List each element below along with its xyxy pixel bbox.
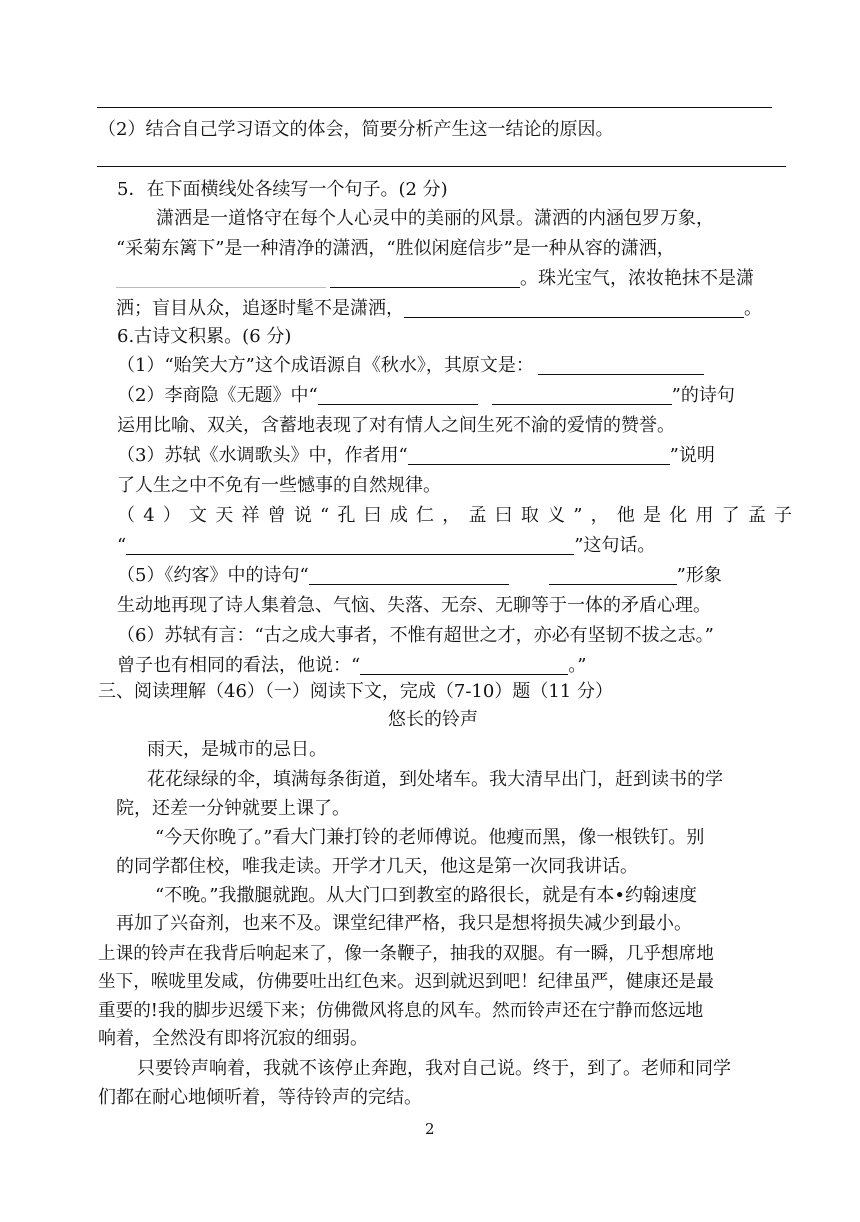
q6-title: 6.古诗文积累。(6 分) [117, 326, 292, 347]
passage-line: 们都在耐心地倾听着，等待铃声的完结。 [98, 1087, 422, 1108]
q6-item4-end: ”这句话。 [574, 535, 656, 556]
answer-blank[interactable] [360, 656, 568, 675]
q6-item2-text: （2）李商隐《无题》中“ [117, 385, 318, 406]
answer-line-q4-part2 [97, 166, 786, 167]
q5-paragraph-line3 [116, 267, 754, 291]
q5-paragraph-line4 [116, 297, 762, 321]
q6-item1-text: （1）“贻笑大方”这个成语源自《秋水》，其原文是： [117, 355, 534, 376]
answer-blank[interactable] [309, 566, 509, 585]
q6-item5-end: ”形象 [676, 565, 722, 586]
reading-section-header: 三、阅读理解（46）（一）阅读下文，完成（7-10）题（11 分） [98, 681, 613, 702]
passage-line: “不晚。”我撒腿就跑。从大门口到教室的路很长，就是有本•约翰速度 [155, 885, 698, 906]
answer-blank[interactable] [408, 446, 670, 465]
q6-item6-text: 曾子也有相同的看法，他说：“ [117, 655, 361, 676]
passage-line: 再加了兴奋剂，也来不及。课堂纪律严格，我只是想将损失减少到最小。 [116, 913, 692, 934]
passage-line: 响着，全然没有即将沉寂的细弱。 [98, 1028, 368, 1049]
answer-blank[interactable] [549, 566, 677, 585]
q5-line4-text: 洒；盲目从众，追逐时髦不是潇洒， [116, 298, 404, 319]
q6-item3-text: （3）苏轼《水调歌头》中，作者用“ [117, 445, 408, 466]
page-number: 2 [425, 1120, 435, 1138]
passage-line: 坐下，喉咙里发咸，仿佛要吐出红色来。迟到就迟到吧！纪律虽严，健康还是最 [98, 972, 714, 992]
q6-item6: （6）苏轼有言：“古之成大事者，不惟有超世之才，亦必有坚韧不拔之志。” [117, 625, 714, 646]
q6-item4-line2 [117, 534, 655, 558]
q6-item1 [117, 354, 704, 378]
q5-paragraph-line2: “采菊东篱下”是一种清净的潇洒，“胜似闲庭信步”是一种从容的潇洒， [116, 238, 675, 259]
q6-item5-line2: 生动地再现了诗人集着急、气恼、失落、无奈、无聊等于一体的矛盾心理。 [117, 595, 711, 616]
q5-paragraph-line1: 潇洒是一道恪守在每个人心灵中的美丽的风景。潇洒的内涵包罗万象， [156, 208, 714, 229]
passage-line: 的同学都住校，唯我走读。开学才几天，他这是第一次同我讲话。 [116, 856, 638, 877]
passage-line: 雨天，是城市的忌日。 [147, 739, 327, 760]
q6-item3 [117, 444, 715, 468]
answer-blank[interactable] [538, 356, 704, 375]
passage-line: 院，还差一分钟就要上课了。 [116, 798, 350, 819]
q5-title: 5．在下面横线处各续写一个句子。(2 分) [117, 179, 448, 200]
q4-part2: （2）结合自己学习语文的体会，简要分析产生这一结论的原因。 [98, 119, 614, 140]
q6-item5-text: （5）《约客》中的诗句“ [117, 565, 309, 586]
q5-line3-text: 。珠光宝气，浓妆艳抹不是潇 [520, 268, 754, 289]
passage-title: 悠长的铃声 [388, 709, 478, 730]
answer-blank[interactable] [318, 386, 478, 405]
q6-item4: （4）文天祥曾说“孔曰成仁，孟曰取义”，他是化用了孟子 [117, 505, 801, 526]
q6-item6-line2 [117, 654, 586, 678]
passage-line: 花花绿绿的伞，填满每条街道，到处堵车。我大清早出门，赶到读书的学 [147, 769, 723, 790]
answer-blank[interactable] [116, 269, 326, 288]
passage-line: “今天你晚了。”看大门兼打铃的老师傅说。他瘦而黑，像一根铁钉。别 [155, 827, 705, 848]
q6-item3-end: ”说明 [669, 445, 715, 466]
answer-blank[interactable] [404, 299, 744, 318]
passage-line: 只要铃声响着，我就不该停止奔跑，我对自己说。终于，到了。老师和同学 [137, 1058, 731, 1079]
q5-line4-end: 。 [744, 298, 762, 319]
answer-blank[interactable] [330, 269, 520, 288]
answer-blank[interactable] [126, 536, 574, 555]
answer-line-top [97, 107, 772, 108]
q6-item2 [117, 384, 735, 408]
q6-item4-open: “ [117, 535, 127, 556]
passage-line: 重要的!我的脚步迟缓下来；仿佛微风将息的风车。然而铃声还在宁静而悠远地 [98, 1001, 704, 1021]
q6-item6-end: 。” [568, 655, 587, 676]
q6-item5 [117, 564, 722, 588]
q6-item2-line2: 运用比喻、双关，含蓄地表现了对有情人之间生死不渝的爱情的赞誉。 [117, 415, 675, 436]
passage-line: 上课的铃声在我背后响起来了，像一条鞭子，抽我的双腿。有一瞬，几乎想席地 [98, 944, 714, 964]
q6-item3-line2: 了人生之中不免有一些憾事的自然规律。 [117, 475, 441, 496]
answer-blank[interactable] [492, 386, 672, 405]
q6-item2-end: ”的诗句 [671, 385, 735, 406]
